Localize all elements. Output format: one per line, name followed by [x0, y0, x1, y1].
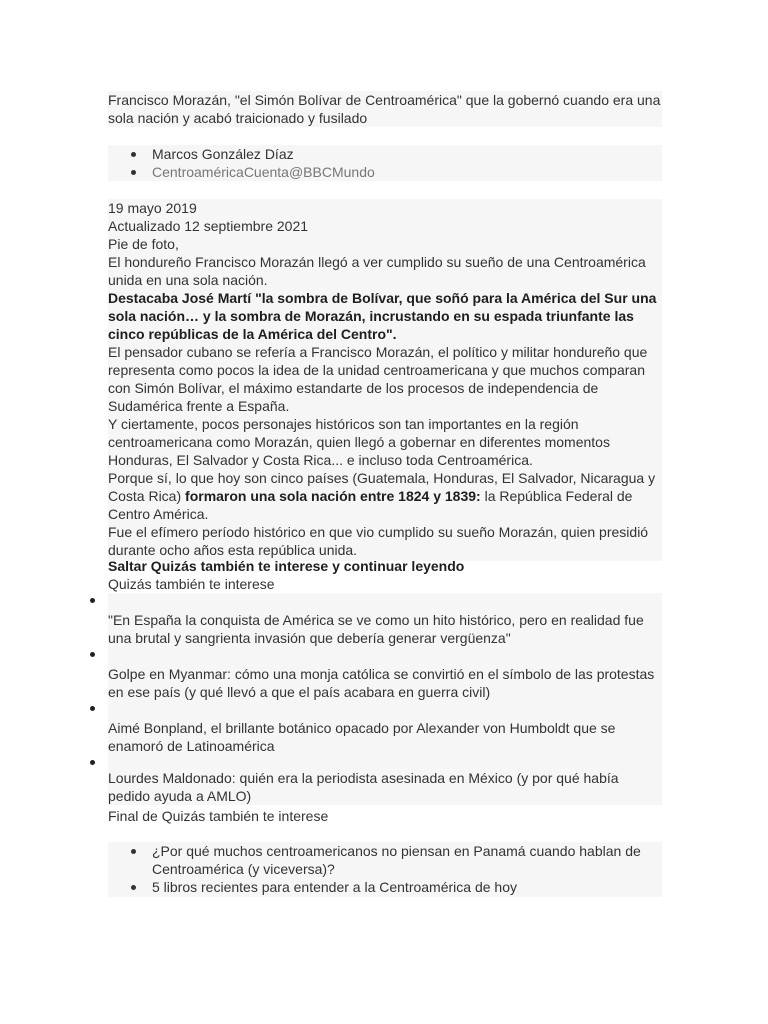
author-item: Marcos González Díaz: [108, 145, 662, 163]
caption-label: Pie de foto,: [108, 236, 179, 252]
related-links: [108, 842, 662, 897]
bullet-icon: [90, 706, 95, 711]
article-body: [108, 199, 662, 561]
article-headline: Francisco Morazán, "el Simón Bolívar de Centroamérica" que la gobernó cuando era una sola nación y acabó traicionado y fusilado: [108, 92, 661, 126]
author-list: [108, 145, 662, 181]
link-item[interactable]: ¿Por qué muchos centroamericanos no piensan en Panamá cuando hablan de Centroamérica (y viceversa)?: [108, 842, 662, 878]
marti-quote: Destacaba José Martí "la sombra de Bolívar, que soñó para la América del Sur una sola nación… y la sombra de Morazán, incrustando en su espada triunfante las cinco repúblicas de la América del Centro".: [108, 290, 657, 342]
related-item[interactable]: Golpe en Myanmar: cómo una monja católica se convirtió en el símbolo de las protestas en ese país (y qué llevó a que el país acabara en guerra civil): [108, 647, 662, 701]
related-item[interactable]: Lourdes Maldonado: quién era la periodista asesinada en México (y por qué había pedido ayuda a AMLO): [108, 755, 662, 805]
bullet-icon: [90, 652, 95, 657]
related-end: Final de Quizás también te interese: [108, 808, 329, 824]
author-item[interactable]: CentroaméricaCuenta@BBCMundo: [108, 163, 662, 181]
skip-link[interactable]: Saltar Quizás también te interese y continuar leyendo: [108, 558, 465, 574]
link-item[interactable]: 5 libros recientes para entender a la Centroamérica de hoy: [108, 878, 662, 896]
publish-date: 19 mayo 2019: [108, 200, 197, 216]
updated-date: Actualizado 12 septiembre 2021: [108, 218, 309, 234]
paragraph: El pensador cubano se refería a Francisco Morazán, el político y militar hondureño que representa como pocos la idea de la unidad centroamericana y que muchos comparan con Simón Bolívar, el máximo estandarte de los procesos de independencia de Sudamérica frente a España.: [108, 344, 648, 414]
related-heading: Quizás también te interese: [108, 576, 275, 592]
paragraph: Fue el efímero período histórico en que vio cumplido su sueño Morazán, quien presidió durante ocho años esta república unida.: [108, 524, 649, 558]
photo-caption: El hondureño Francisco Morazán llegó a ver cumplido su sueño de una Centroamérica unida en una sola nación.: [108, 254, 646, 288]
paragraph: Porque sí, lo que hoy son cinco países (Guatemala, Honduras, El Salvador, Nicaragua y Costa Rica) formaron una sola nación entre 1824 y 1839: la República Federal de Centro América.: [108, 470, 656, 522]
bullet-icon: [90, 760, 95, 765]
bullet-icon: [90, 598, 95, 603]
related-item[interactable]: "En España la conquista de América se ve como un hito histórico, pero en realidad fue una brutal y sangrienta invasión que debería generar vergüenza": [108, 593, 662, 647]
paragraph: Y ciertamente, pocos personajes históricos son tan importantes en la región centroamericana como Morazán, quien llegó a gobernar en diferentes momentos Honduras, El Salvador y Costa Rica... e incluso toda Centroamérica.: [108, 416, 610, 468]
related-item[interactable]: Aimé Bonpland, el brillante botánico opacado por Alexander von Humboldt que se enamoró de Latinoamérica: [108, 701, 662, 755]
